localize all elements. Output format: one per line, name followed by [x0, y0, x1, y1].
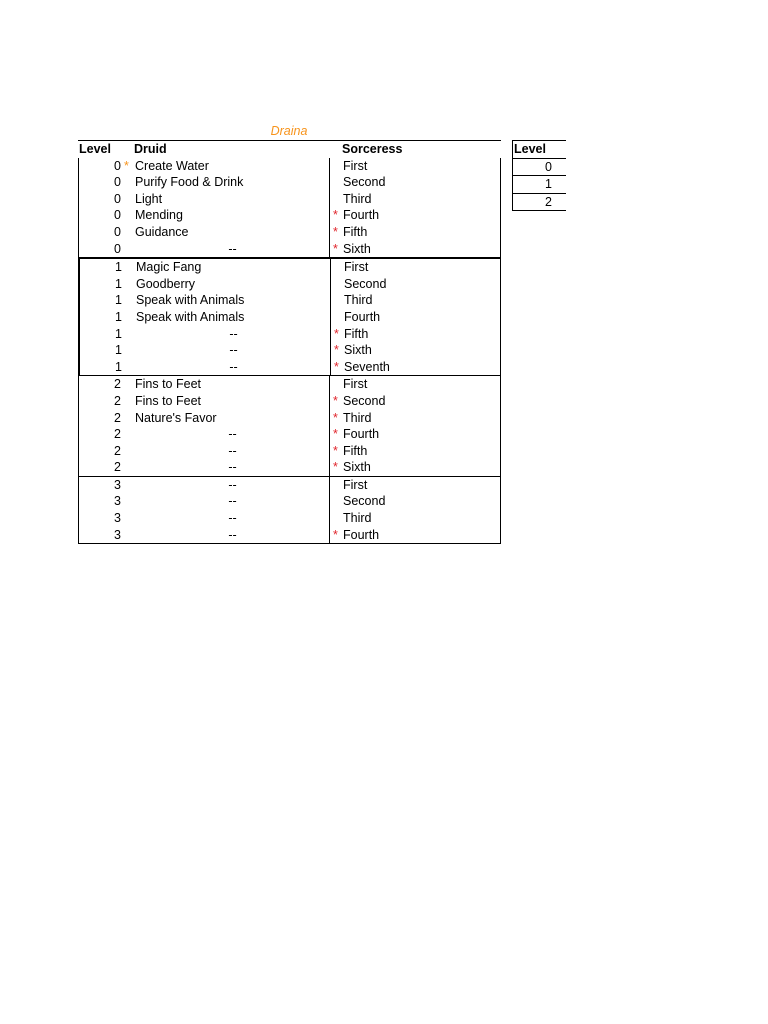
table-row: [79, 241, 500, 258]
sorceress-marker: *: [333, 241, 338, 256]
sorceress-slot-cell: Sixth: [344, 343, 372, 358]
sorceress-marker: *: [333, 393, 338, 408]
druid-spell-cell: --: [228, 511, 237, 526]
table-row: [80, 292, 500, 309]
level-cell: 1: [115, 326, 122, 341]
header-sorceress: Sorceress: [342, 142, 403, 156]
sorceress-slot-cell: First: [343, 477, 368, 492]
table-row: [79, 191, 500, 208]
side-level-table: [512, 140, 566, 211]
level-cell: 3: [114, 527, 121, 542]
side-row: [512, 158, 566, 177]
level-group: [78, 259, 501, 376]
level-cell: 0: [114, 224, 121, 239]
table-row: [79, 207, 500, 224]
level-cell: 3: [114, 494, 121, 509]
level-cell: 1: [115, 343, 122, 358]
level-cell: 2: [114, 410, 121, 425]
druid-spell-cell: Fins to Feet: [135, 377, 201, 392]
druid-spell-cell: --: [228, 241, 237, 256]
table-row: [80, 342, 500, 359]
header-level: Level: [79, 142, 111, 156]
spell-table: [78, 140, 501, 544]
druid-spell-cell: Speak with Animals: [136, 309, 245, 324]
level-cell: 0: [114, 191, 121, 206]
table-body: [78, 158, 501, 545]
table-row: [79, 393, 500, 410]
sorceress-slot-cell: Second: [343, 175, 386, 190]
sorceress-slot-cell: Third: [343, 511, 372, 526]
druid-spell-cell: --: [229, 343, 238, 358]
druid-spell-cell: --: [229, 359, 238, 374]
sorceress-slot-cell: Fifth: [344, 326, 369, 341]
druid-spell-cell: Nature's Favor: [135, 410, 217, 425]
sorceress-marker: *: [334, 359, 339, 374]
level-cell: 2: [114, 377, 121, 392]
druid-spell-cell: Goodberry: [136, 276, 196, 291]
druid-spell-cell: --: [228, 460, 237, 475]
sorceress-slot-cell: Second: [343, 393, 386, 408]
level-cell: 0: [114, 175, 121, 190]
table-row: [79, 224, 500, 241]
level-cell: 1: [115, 309, 122, 324]
sorceress-slot-cell: Fourth: [343, 208, 380, 223]
sorceress-marker: *: [333, 443, 338, 458]
table-header-row: [78, 140, 501, 158]
table-row: [79, 174, 500, 191]
sorceress-slot-cell: Fifth: [343, 224, 368, 239]
side-level-value: 1: [545, 177, 552, 192]
side-level-value: 2: [545, 194, 552, 209]
druid-spell-cell: Purify Food & Drink: [135, 175, 244, 190]
sorceress-slot-cell: Seventh: [344, 359, 390, 374]
sorceress-marker: *: [333, 427, 338, 442]
sorceress-marker: *: [333, 527, 338, 542]
druid-spell-cell: Fins to Feet: [135, 393, 201, 408]
table-row: [80, 359, 500, 376]
druid-spell-cell: Light: [135, 191, 163, 206]
side-row: [512, 194, 566, 212]
druid-spell-cell: Magic Fang: [136, 260, 202, 275]
druid-spell-cell: Mending: [135, 208, 183, 223]
druid-spell-cell: --: [228, 427, 237, 442]
level-cell: 1: [115, 293, 122, 308]
sorceress-slot-cell: Fourth: [344, 309, 381, 324]
table-row: [80, 259, 500, 276]
table-row: [80, 276, 500, 293]
druid-spell-cell: Speak with Animals: [136, 293, 245, 308]
level-group: [78, 158, 501, 260]
druid-spell-cell: --: [229, 326, 238, 341]
sorceress-slot-cell: Sixth: [343, 460, 371, 475]
sorceress-marker: *: [333, 224, 338, 239]
level-cell: 0: [114, 208, 121, 223]
table-row: [79, 527, 500, 544]
level-cell: 3: [114, 477, 121, 492]
level-cell: 2: [114, 460, 121, 475]
level-cell: 1: [115, 276, 122, 291]
table-row: [79, 443, 500, 460]
level-group: [78, 376, 501, 477]
druid-marker: *: [124, 158, 129, 173]
table-row: [79, 158, 500, 175]
sorceress-slot-cell: Third: [344, 293, 373, 308]
sorceress-slot-cell: Third: [343, 191, 372, 206]
header-druid: Druid: [134, 142, 167, 156]
sorceress-marker: *: [333, 460, 338, 475]
table-row: [79, 493, 500, 510]
side-row: [512, 176, 566, 194]
druid-spell-cell: --: [228, 527, 237, 542]
level-cell: 0: [114, 158, 121, 173]
table-row: [80, 326, 500, 343]
sorceress-slot-cell: Fourth: [343, 527, 380, 542]
level-cell: 1: [115, 359, 122, 374]
sorceress-slot-cell: First: [343, 158, 368, 173]
sorceress-slot-cell: Third: [343, 410, 372, 425]
sorceress-marker: *: [334, 343, 339, 358]
sorceress-slot-cell: First: [343, 377, 368, 392]
sorceress-slot-cell: Sixth: [343, 241, 371, 256]
level-cell: 2: [114, 443, 121, 458]
druid-spell-cell: Guidance: [135, 224, 189, 239]
table-row: [80, 309, 500, 326]
level-cell: 2: [114, 393, 121, 408]
level-cell: 2: [114, 427, 121, 442]
sorceress-slot-cell: Fifth: [343, 443, 368, 458]
level-group: [78, 477, 501, 544]
sorceress-marker: *: [333, 208, 338, 223]
sorceress-slot-cell: First: [344, 260, 369, 275]
sheet-title: Draina: [270, 124, 308, 138]
table-row: [79, 376, 500, 393]
sorceress-slot-cell: Fourth: [343, 427, 380, 442]
table-row: [79, 426, 500, 443]
druid-spell-cell: --: [228, 443, 237, 458]
table-row: [79, 459, 500, 476]
druid-spell-cell: --: [228, 477, 237, 492]
level-cell: 3: [114, 511, 121, 526]
table-row: [79, 477, 500, 494]
table-row: [79, 410, 500, 427]
side-level-value: 0: [545, 159, 552, 174]
level-cell: 1: [115, 260, 122, 275]
druid-spell-cell: Create Water: [135, 158, 209, 173]
side-header: Level: [512, 140, 566, 158]
table-row: [79, 510, 500, 527]
level-cell: 0: [114, 241, 121, 256]
sorceress-slot-cell: Second: [344, 276, 387, 291]
sorceress-slot-cell: Second: [343, 494, 386, 509]
side-rows: [512, 158, 566, 212]
sorceress-marker: *: [333, 410, 338, 425]
sorceress-marker: *: [334, 326, 339, 341]
druid-spell-cell: --: [228, 494, 237, 509]
